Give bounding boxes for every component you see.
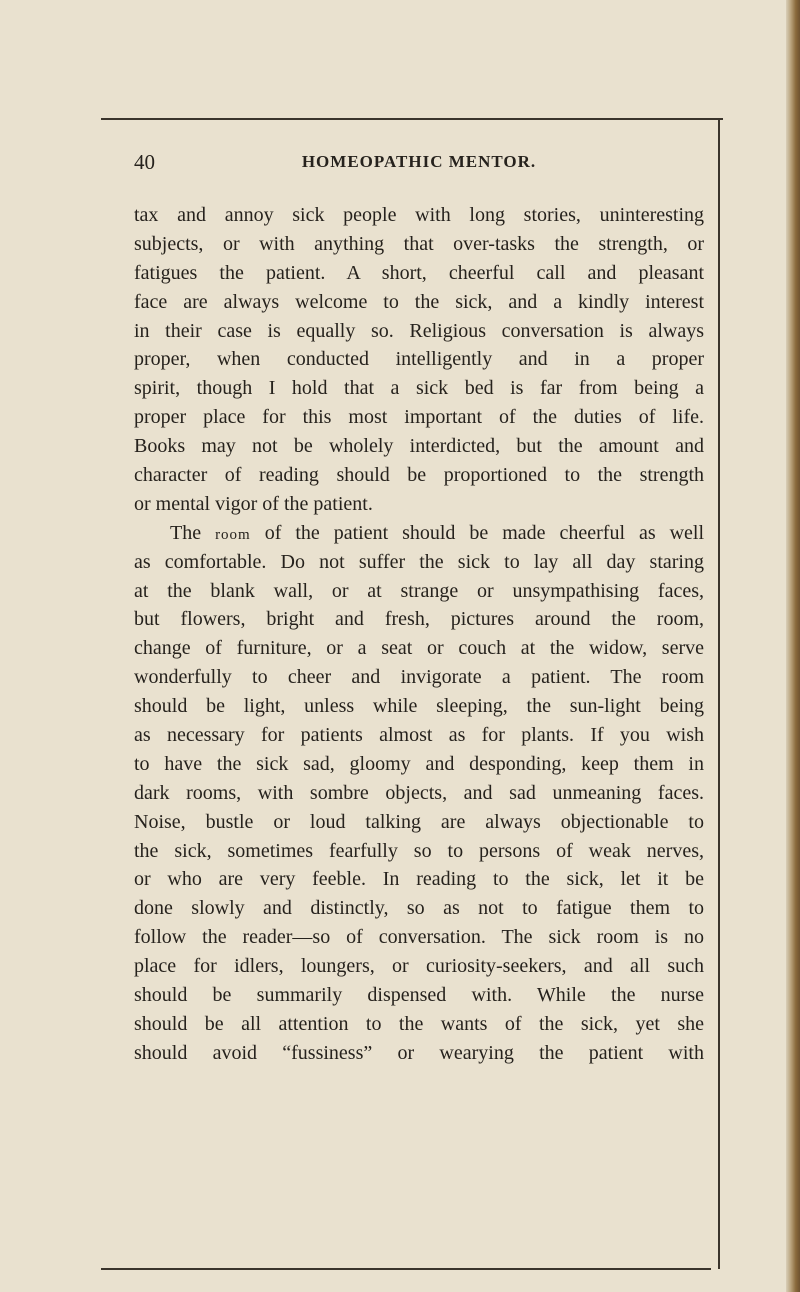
lead-line-rest: of the patient should be made cheerful as well [264,521,704,544]
top-border-rule [101,118,723,120]
text-line: place for idlers, loungers, or curiosity-seekers, and all such [134,955,704,978]
text-line: the sick, sometimes fearfully so to persons of weak nerves, [134,839,704,862]
scan-page-edge [786,0,800,1292]
text-line: to have the sick sad, gloomy and desponding, keep them in [134,752,704,775]
page-number: 40 [134,150,155,174]
text-line: change of furniture, or a seat or couch at the widow, serve [134,637,704,660]
text-line: in their case is equally so. Religious conversation is always [134,319,704,342]
text-line: should be light, unless while sleeping, the sun-light being [134,695,704,718]
text-line: proper, when conducted intelligently and in a proper [134,348,704,371]
text-line: or mental vigor of the patient. [134,492,373,515]
right-border-rule [718,118,720,1269]
running-head: HOMEOPATHIC MENTOR. [301,152,537,171]
text-line: face are always welcome to the sick, and a kindly interest [134,290,704,313]
text-line: as comfortable. Do not suffer the sick to lay all day staring [134,550,704,573]
text-line: should avoid “fussiness” or wearying the patient with [134,1041,704,1064]
text-line: follow the reader—so of conversation. The sick room is no [134,926,704,949]
text-line: but flowers, bright and fresh, pictures around the room, [134,608,704,631]
lead-word-the: The [170,521,202,544]
text-line: should be summarily dispensed with. While the nurse [134,984,704,1007]
text-line: spirit, though I hold that a sick bed is far from being a [134,377,704,400]
text-line: should be all attention to the wants of the sick, yet she [134,1012,704,1035]
page-header [134,150,704,180]
lead-word-room: room [215,526,251,543]
text-line: dark rooms, with sombre objects, and sad unmeaning faces. [134,781,704,804]
text-line: fatigues the patient. A short, cheerful call and pleasant [134,261,704,284]
text-line: done slowly and distinctly, so as not to fatigue them to [134,897,704,920]
text-line: wonderfully to cheer and invigorate a patient. The room [134,666,704,689]
text-line: subjects, or with anything that over-tasks the strength, or [134,232,704,255]
bottom-border-rule [101,1268,711,1270]
text-line: character of reading should be proportioned to the strength [134,464,704,487]
text-line: or who are very feeble. In reading to the sick, let it be [134,868,704,891]
text-line: Noise, bustle or loud talking are always objectionable to [134,810,704,833]
text-line: Books may not be wholely interdicted, but the amount and [134,435,704,458]
body-text [134,201,704,1068]
text-line: at the blank wall, or at strange or unsympathising faces, [134,579,704,602]
text-line: as necessary for patients almost as for plants. If you wish [134,724,704,747]
text-line: tax and annoy sick people with long stories, uninteresting [134,204,704,226]
paragraph-lead-line [134,519,704,548]
text-line: proper place for this most important of the duties of life. [134,406,704,429]
